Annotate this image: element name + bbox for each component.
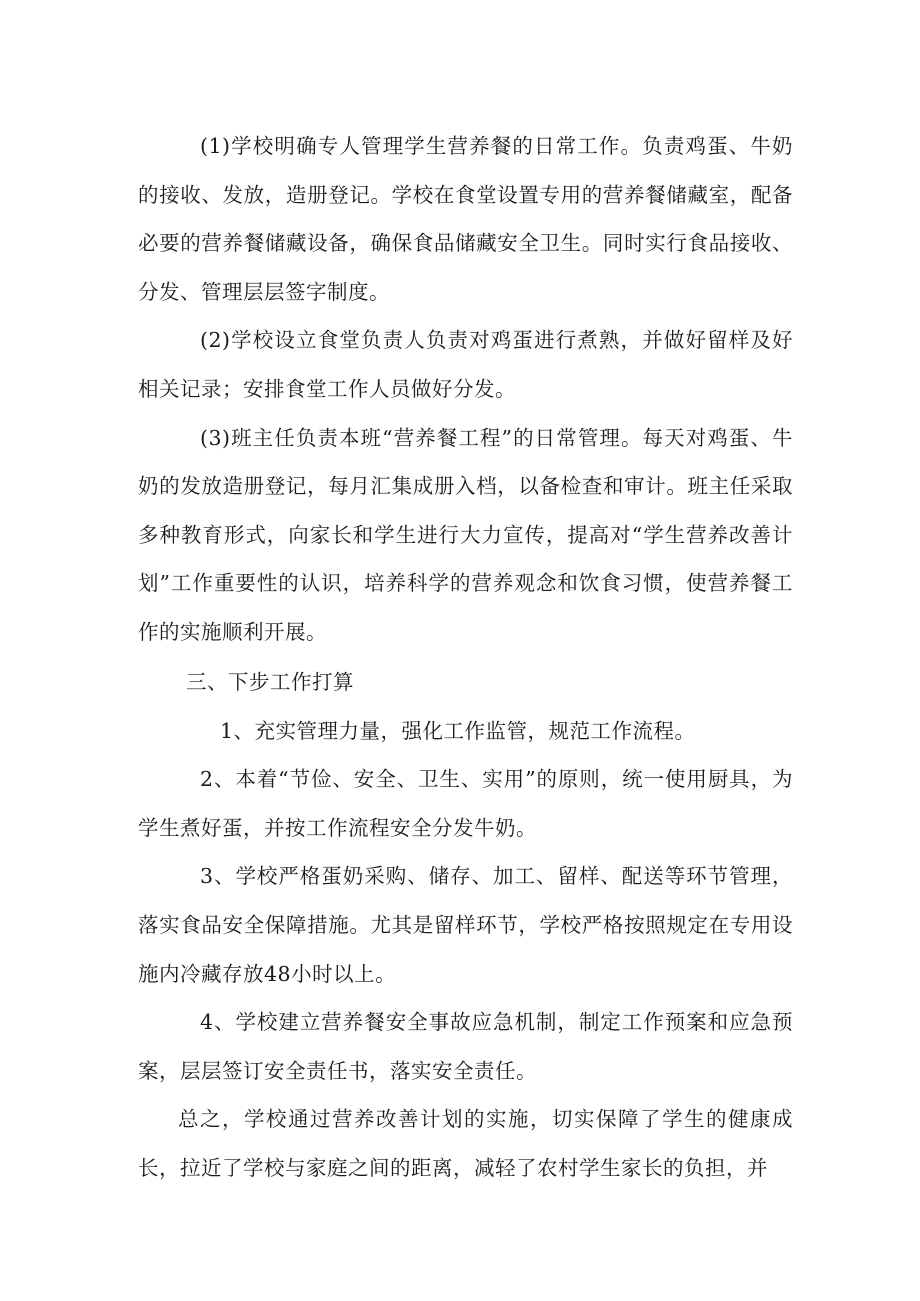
paragraph-3: (3)班主任负责本班“营养餐工程”的日常管理。每天对鸡蛋、牛奶的发放造册登记，每月汇集成册入档，以备检查和审计。班主任采取多种教育形式，向家长和学生进行大力宣传，提高对“学生营养改善计划”工作重要性的认识，培养科学的营养观念和饮食习惯，使营养餐工作的实施顺利开展。 (138, 425, 793, 644)
summary-paragraph: 总之，学校通过营养改善计划的实施，切实保障了学生的健康成长，拉近了学校与家庭之间的距离，减轻了农村学生家长的负担，并 (138, 1107, 793, 1180)
work-plan-item-1: 1、充实管理力量，强化工作监管，规范工作流程。 (220, 718, 696, 743)
work-plan-item-2: 2、本着“节俭、安全、卫生、实用”的原则，统一使用厨具，为学生煮好蛋，并按工作流程安全分发牛奶。 (138, 767, 793, 840)
work-plan-item-3: 3、学校严格蛋奶采购、储存、加工、留样、配送等环节管理，落实食品安全保障措施。尤其是留样环节，学校严格按照规定在专用设施内冷藏存放48小时以上。 (138, 864, 793, 986)
document-body (138, 122, 793, 1192)
work-plan-item-4: 4、学校建立营养餐安全事故应急机制，制定工作预案和应急预案，层层签订安全责任书，落实安全责任。 (138, 1010, 793, 1083)
section-heading-3: 三、下步工作打算 (186, 669, 354, 694)
paragraph-1: (1)学校明确专人管理学生营养餐的日常工作。负责鸡蛋、牛奶的接收、发放，造册登记。学校在食堂设置专用的营养餐储藏室，配备必要的营养餐储藏设备，确保食品储藏安全卫生。同时实行食品接收、分发、管理层层签字制度。 (138, 134, 793, 304)
paragraph-2: (2)学校设立食堂负责人负责对鸡蛋进行煮熟，并做好留样及好相关记录；安排食堂工作人员做好分发。 (138, 328, 793, 401)
